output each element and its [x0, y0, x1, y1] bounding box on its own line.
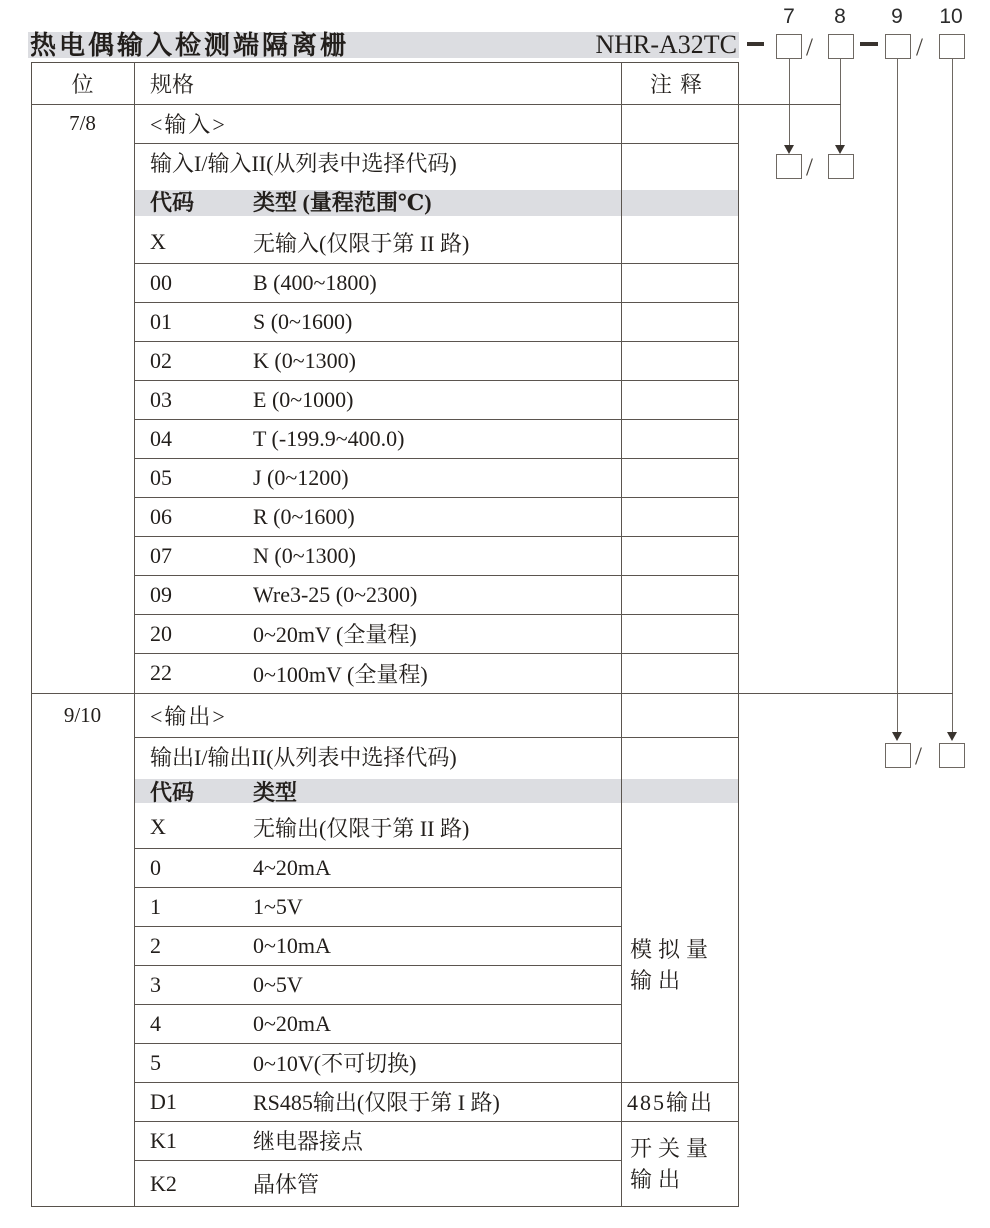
note-rs485-output — [627, 1082, 737, 1121]
row-type: Wre3-25 (0~2300) — [253, 581, 418, 607]
row-code: 05 — [150, 464, 172, 490]
connector-line-7 — [789, 59, 790, 145]
row-code: K1 — [150, 1127, 177, 1153]
dash-separator — [747, 42, 764, 46]
dash-separator — [860, 42, 878, 46]
input-instruction-row — [134, 143, 739, 181]
digit-label-10: 10 — [939, 5, 963, 28]
row-type: R (0~1600) — [253, 503, 355, 529]
model-code: NHR-A32TC — [595, 30, 737, 59]
row-type: B (400~1800) — [253, 269, 377, 295]
row-code: 01 — [150, 308, 172, 334]
connector-extension — [739, 104, 841, 105]
header-spec-label: 规格 — [150, 72, 195, 97]
arrow-down-icon — [947, 732, 957, 741]
table-row — [134, 302, 739, 341]
row-type: 0~20mV (全量程) — [253, 622, 417, 647]
row-type: J (0~1200) — [253, 464, 349, 490]
input-instruction: 输入I/输入II(从列表中选择代码) — [150, 150, 457, 176]
table-row — [134, 380, 739, 419]
note-rs485-output-label: 485输出 — [627, 1090, 715, 1115]
table-row — [134, 341, 739, 380]
input-subtitle-row — [134, 104, 739, 143]
row-type: E (0~1000) — [253, 386, 354, 412]
input-code-header-row — [134, 181, 739, 221]
table-row — [134, 221, 739, 263]
page-title: 热电偶输入检测端隔离栅 — [30, 31, 350, 60]
code-box-10 — [939, 34, 965, 59]
arrow-down-icon — [892, 732, 902, 741]
arrow-down-icon — [784, 145, 794, 154]
output-type-header: 类型 — [253, 779, 298, 805]
row-code: D1 — [150, 1088, 177, 1114]
output-position-label: 9/10 — [63, 702, 102, 727]
row-code: 03 — [150, 386, 172, 412]
input-position-label: 7/8 — [69, 111, 96, 135]
input-code-box-II — [828, 154, 854, 179]
connector-extension — [739, 693, 953, 694]
header-note: 注释 — [649, 72, 710, 97]
row-type: N (0~1300) — [253, 542, 356, 568]
row-code: X — [150, 814, 166, 839]
table-row — [134, 497, 739, 536]
row-type: RS485输出(仅限于第 I 路) — [253, 1090, 500, 1115]
row-type: K (0~1300) — [253, 347, 356, 373]
note-switch-output — [630, 1121, 730, 1207]
row-code: K2 — [150, 1170, 177, 1196]
row-type: 0~5V — [253, 971, 303, 997]
digit-label-7: 7 — [783, 5, 795, 28]
output-instruction: 输出I/输出II(从列表中选择代码) — [150, 745, 457, 770]
row-code: 5 — [150, 1049, 161, 1075]
table-row — [134, 263, 739, 302]
note-switch-output-label: 开关量输出 — [630, 1136, 715, 1192]
row-type: 4~20mA — [253, 854, 331, 880]
connector-line-8 — [840, 59, 841, 145]
row-type: S (0~1600) — [253, 308, 353, 334]
output-code-header-row — [134, 776, 739, 806]
arrow-down-icon — [835, 145, 845, 154]
digit-label-9: 9 — [891, 5, 903, 28]
row-code: 04 — [150, 425, 172, 451]
connector-line-10 — [952, 59, 953, 732]
row-code: 09 — [150, 581, 172, 607]
row-code: 2 — [150, 932, 161, 958]
input-subtitle: <输入> — [150, 112, 227, 137]
row-code: 20 — [150, 620, 172, 646]
code-box-9 — [885, 34, 911, 59]
row-code: 06 — [150, 503, 172, 529]
note-analog-output — [630, 848, 730, 1082]
slash-separator: / — [806, 34, 813, 61]
slash-separator: / — [806, 154, 813, 181]
row-type: 继电器接点 — [253, 1129, 364, 1154]
slash-separator: / — [915, 743, 922, 770]
connector-line-9 — [897, 59, 898, 732]
code-box-7 — [776, 34, 802, 59]
row-code: 02 — [150, 347, 172, 373]
input-code-header: 代码 — [150, 189, 195, 215]
row-type: 无输出(仅限于第 II 路) — [253, 815, 470, 841]
digit-label-8: 8 — [834, 5, 846, 28]
row-type: 0~100mV (全量程) — [253, 661, 428, 687]
output-subtitle: <输出> — [150, 703, 227, 729]
row-type: 无输入(仅限于第 II 路) — [253, 230, 470, 256]
input-type-header: 类型 (量程范围℃) — [253, 189, 432, 215]
row-code: 22 — [150, 660, 172, 685]
input-code-box-I — [776, 154, 802, 179]
row-type: 0~10V(不可切换) — [253, 1051, 417, 1076]
table-row — [134, 614, 739, 653]
row-code: 4 — [150, 1010, 161, 1036]
output-code-header: 代码 — [150, 779, 195, 805]
table-row — [134, 536, 739, 575]
output-code-box-II — [939, 743, 965, 768]
row-type: 1~5V — [253, 893, 303, 919]
row-code: 07 — [150, 542, 172, 568]
code-box-8 — [828, 34, 854, 59]
row-type: 晶体管 — [253, 1172, 320, 1197]
row-code: 0 — [150, 854, 161, 880]
table-row — [134, 458, 739, 497]
table-row — [134, 575, 739, 614]
output-code-box-I — [885, 743, 911, 768]
row-code: X — [150, 229, 166, 254]
row-code: 00 — [150, 269, 172, 295]
row-code: 1 — [150, 893, 161, 919]
table-row — [134, 806, 739, 848]
note-analog-output-label: 模拟量输出 — [630, 937, 715, 993]
table-row — [134, 653, 739, 693]
row-type: 0~10mA — [253, 932, 331, 958]
slash-separator: / — [916, 34, 923, 61]
row-type: 0~20mA — [253, 1010, 331, 1036]
output-instruction-row — [134, 737, 739, 776]
header-position: 位 — [71, 72, 94, 97]
row-code: 3 — [150, 971, 161, 997]
table-row — [134, 419, 739, 458]
output-subtitle-row — [134, 693, 739, 737]
row-type: T (-199.9~400.0) — [253, 425, 405, 451]
